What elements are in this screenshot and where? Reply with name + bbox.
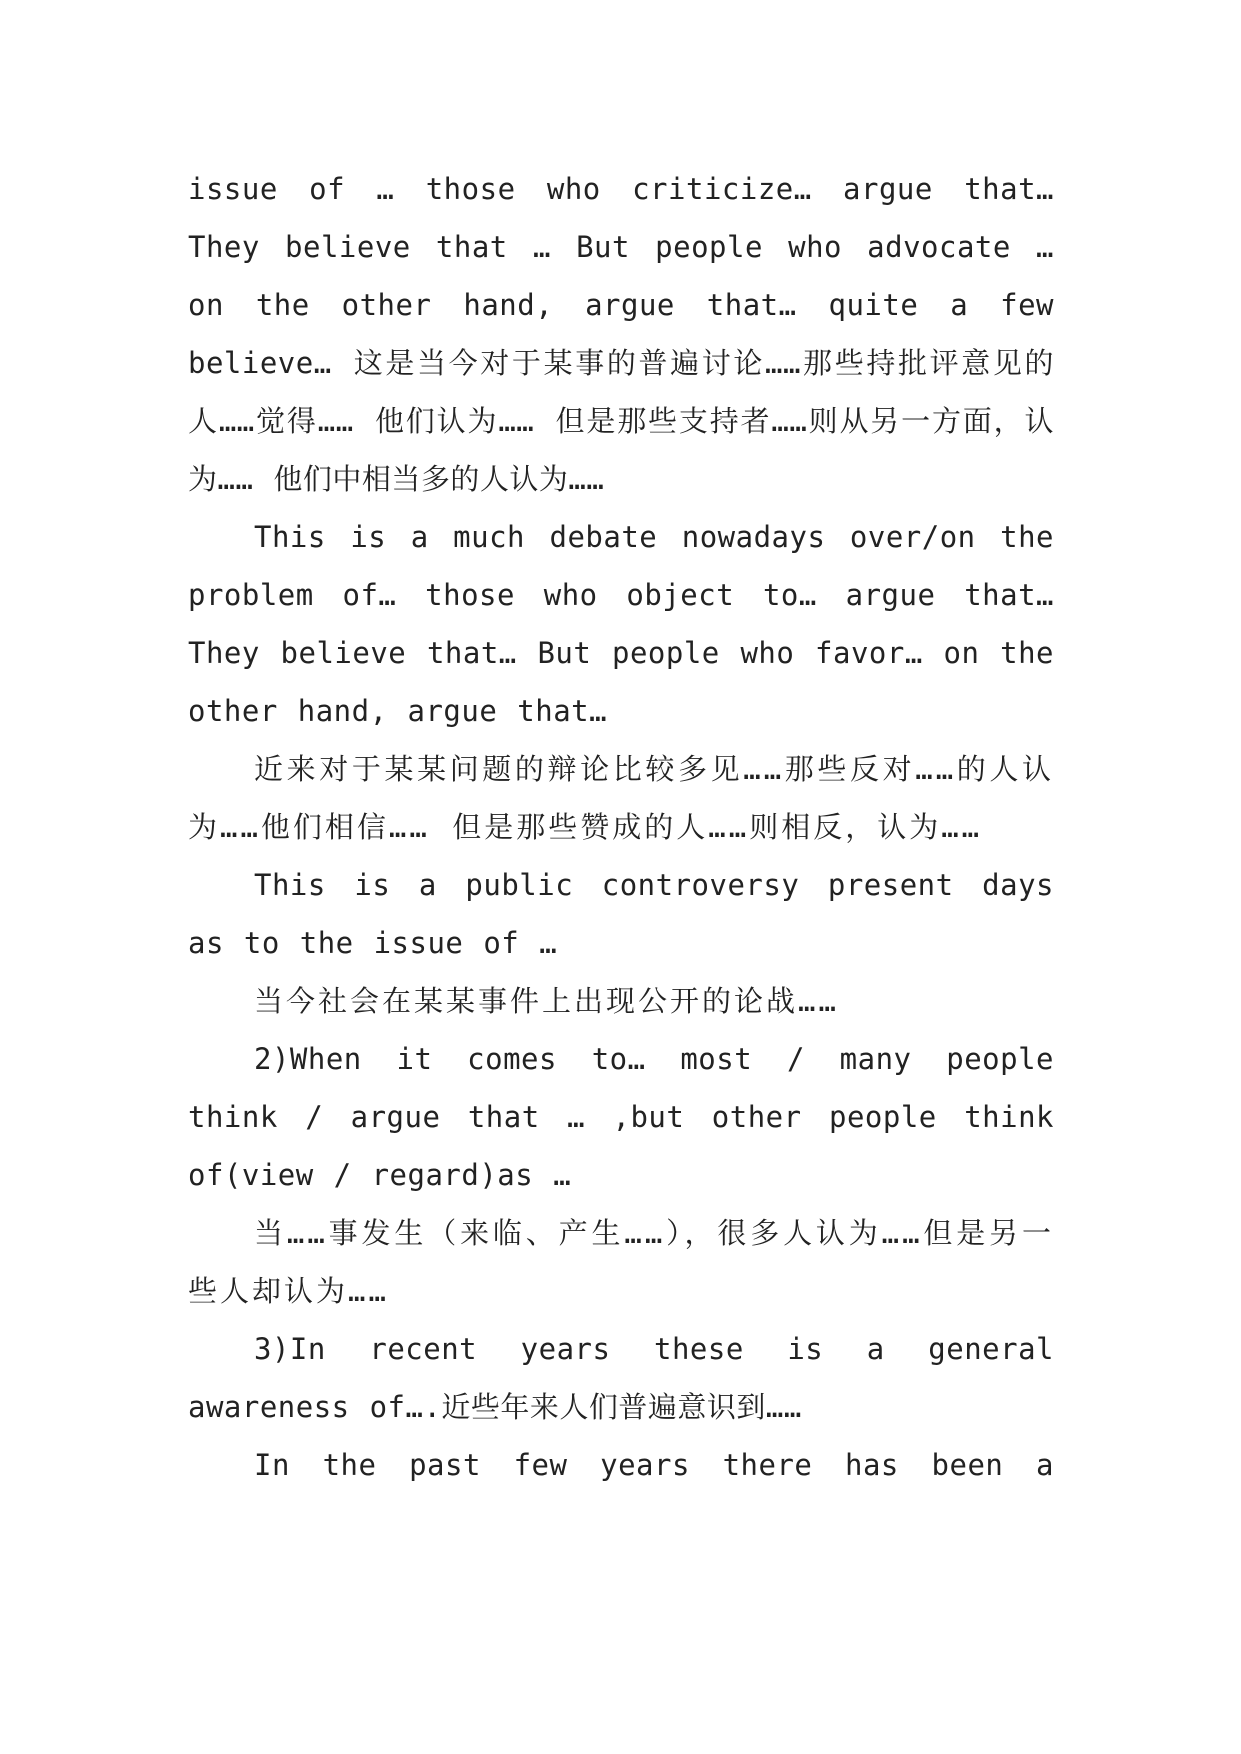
paragraph-5: 当今社会在某某事件上出现公开的论战…… (254, 984, 839, 1018)
paragraph-1: issue of … those who criticize… argue that… They believe that … But people who advocate … on the other hand, argue that… quite a few believe… 这是当今对于某事的普遍讨论……那些持批评意见的人……觉得…… 他们认为…… 但是那些支持者……则从另一方面，认为…… 他们中相当多的人认为…… (188, 172, 1054, 496)
paragraph-3: 近来对于某某问题的辩论比较多见……那些反对……的人认为……他们相信…… 但是那些赞成的人……则相反，认为…… (188, 752, 1054, 844)
paragraph-7: 当……事发生（来临、产生……），很多人认为……但是另一些人却认为…… (188, 1216, 1054, 1308)
paragraph-2: This is a much debate nowadays over/on the problem of… those who object to… argue that…They believe that… But people who favor… on the other hand, argue that… (188, 520, 1054, 728)
paragraph-6: 2)When it comes to… most / many people think / argue that … ,but other people think of(view / regard)as … (188, 1042, 1054, 1192)
document-body (188, 160, 1054, 1494)
paragraph-9: In the past few years there has been a (254, 1448, 1054, 1482)
paragraph-8: 3)In recent years these is a general awareness of….近些年来人们普遍意识到…… (188, 1332, 1054, 1424)
paragraph-4: This is a public controversy present days as to the issue of … (188, 868, 1054, 960)
